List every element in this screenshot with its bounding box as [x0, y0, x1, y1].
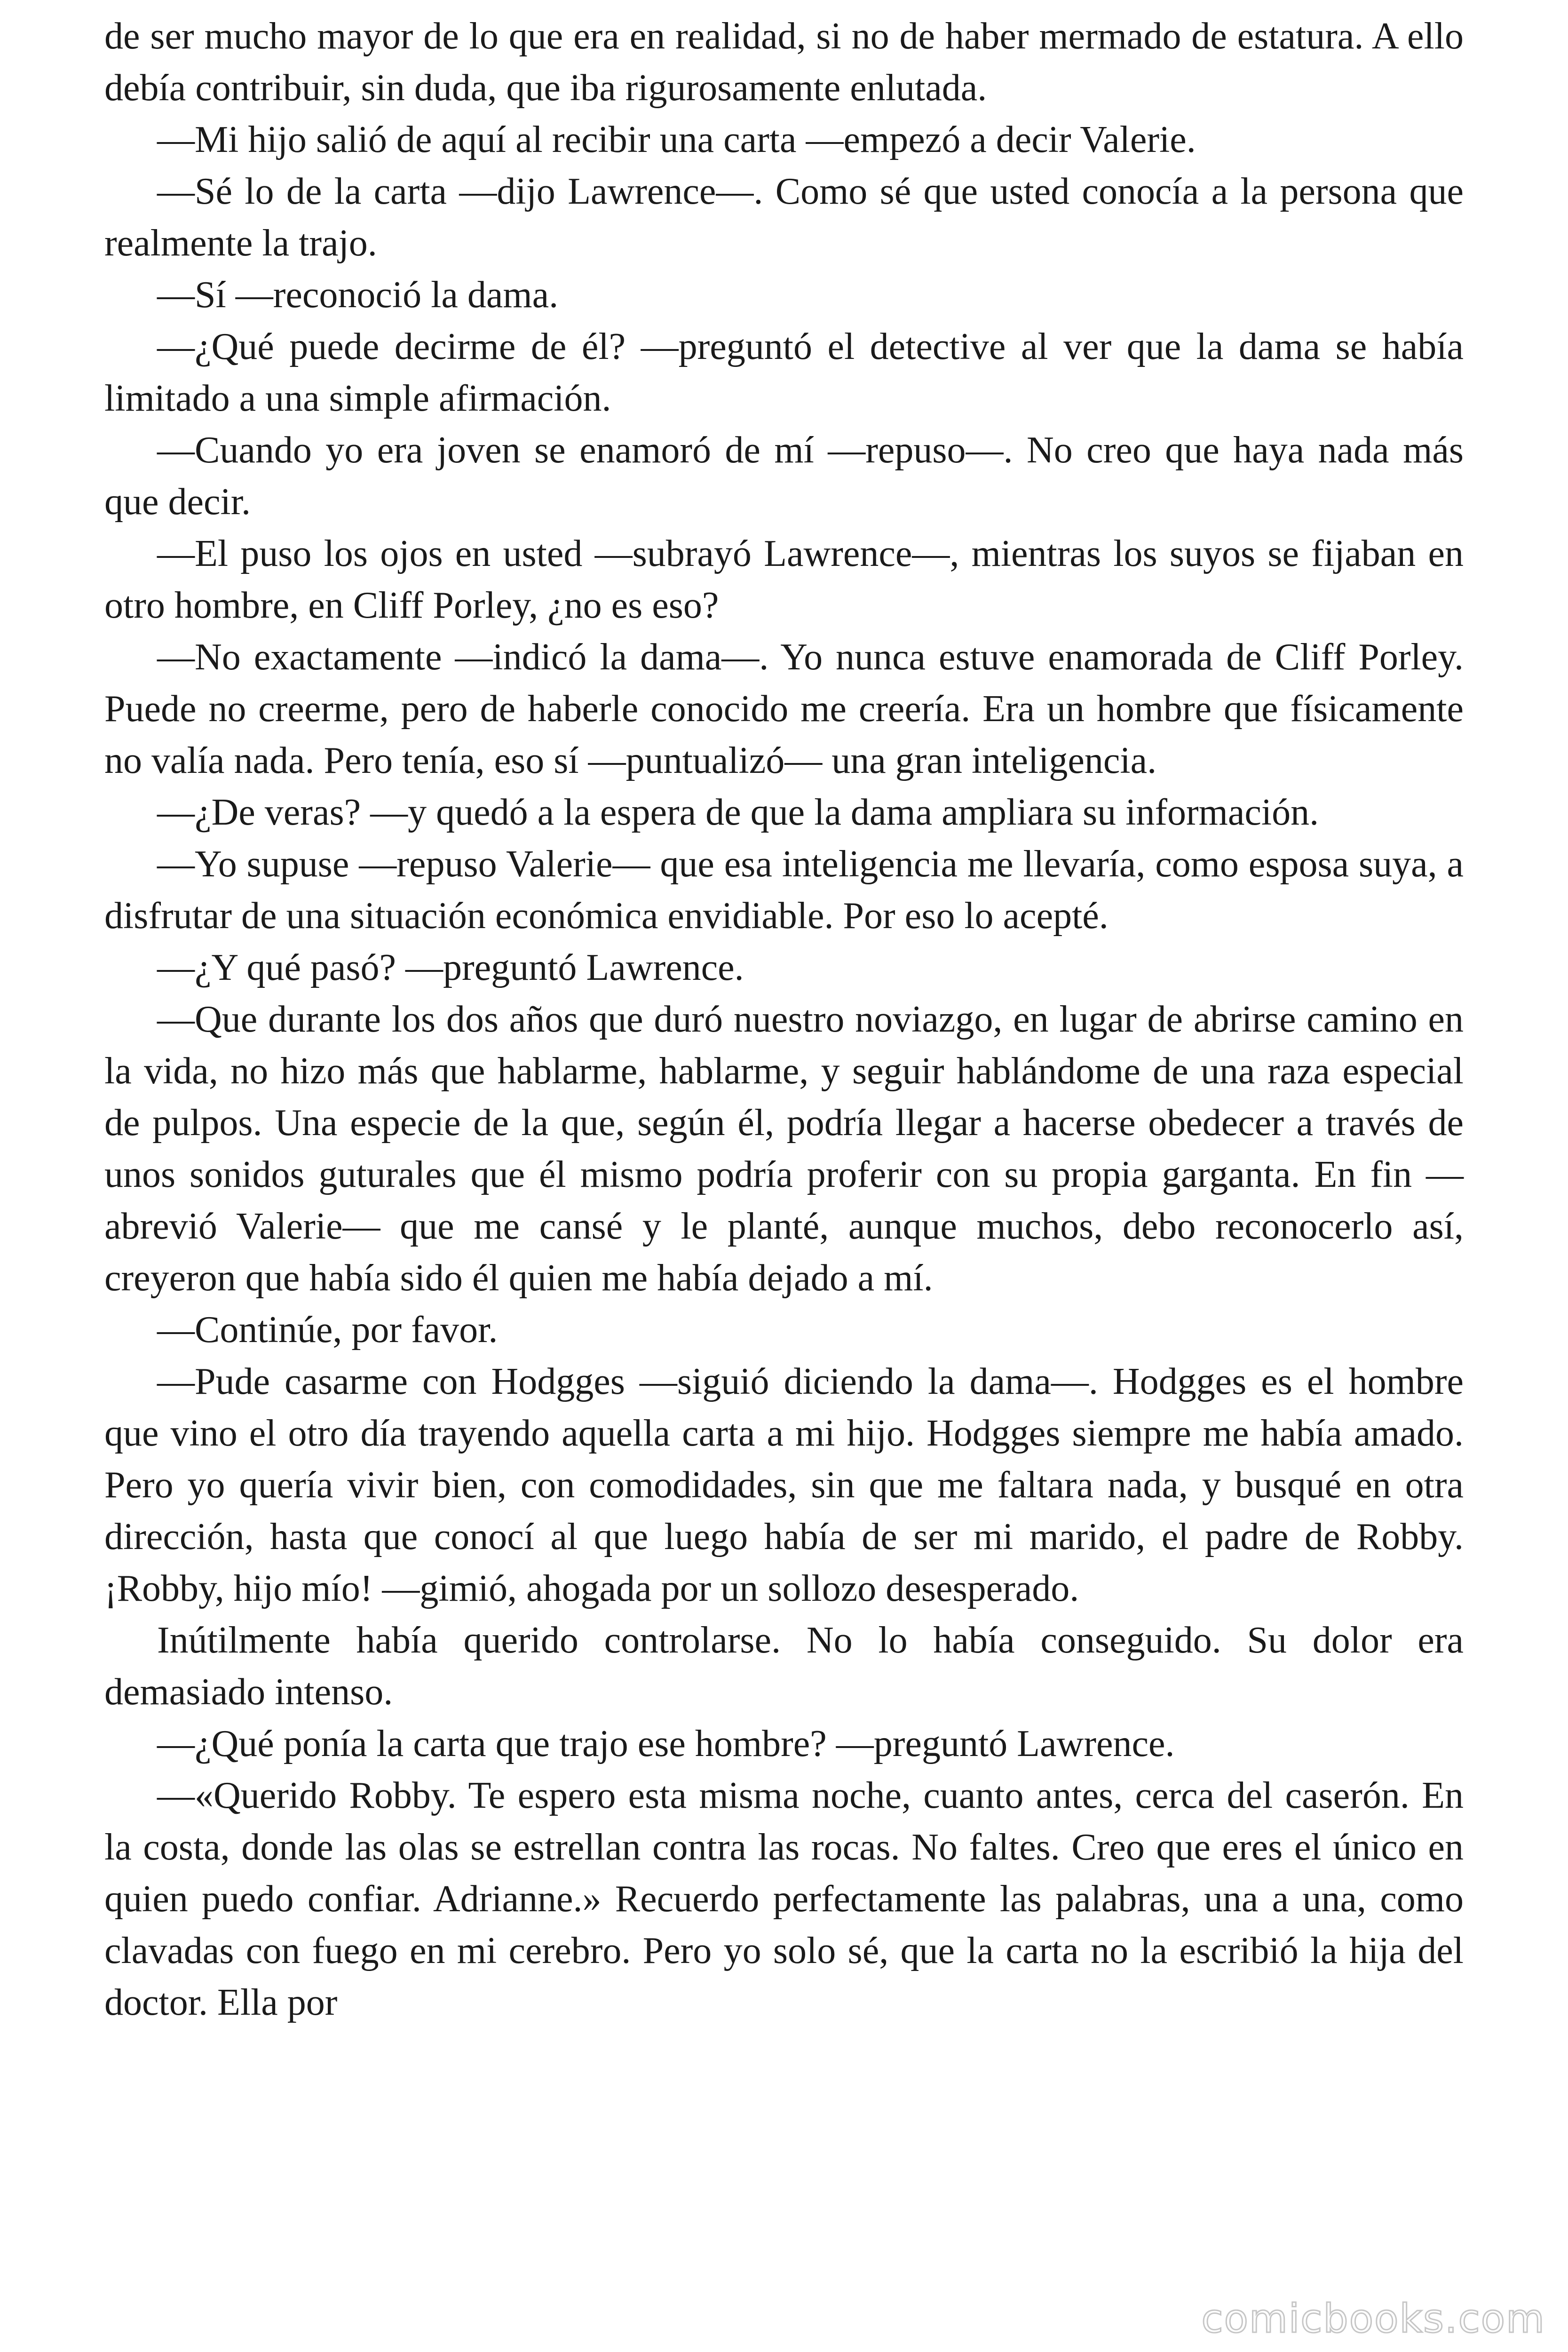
paragraph: —«Querido Robby. Te espero esta misma noche, cuanto antes, cerca del caserón. En la costa, donde las olas se estrellan contra las rocas. No faltes. Creo que eres el único en quien puedo confiar. Adrianne.» Recuerdo perfectamente las palabras, una a una, como clavadas con fuego en mi cerebro. Pero yo solo sé, que la carta no la escribió la hija del doctor. Ella por	[104, 1775, 1464, 2023]
paragraph: —Continúe, por favor.	[157, 1309, 498, 1351]
paragraph: —Sé lo de la carta —dijo Lawrence—. Como sé que usted conocía a la persona que realmente la trajo.	[104, 171, 1464, 264]
paragraph: —Que durante los dos años que duró nuestro noviazgo, en lugar de abrirse camino en la vida, no hizo más que hablarme, hablarme, y seguir hablándome de una raza especial de pulpos. Una especie de la que, según él, podría llegar a hacerse obedecer a través de unos sonidos guturales que él mismo podría proferir con su propia garganta. En fin —abrevió Valerie— que me cansé y le planté, aunque muchos, debo reconocerlo así, creyeron que había sido él quien me había dejado a mí.	[104, 999, 1464, 1299]
watermark: comicbooks.com	[1201, 2296, 1545, 2342]
paragraph: —Sí —reconoció la dama.	[157, 274, 559, 316]
paragraph: —¿Qué ponía la carta que trajo ese hombre? —preguntó Lawrence.	[157, 1723, 1175, 1764]
paragraph: —¿Qué puede decirme de él? —preguntó el detective al ver que la dama se había limitado a una simple afirmación.	[104, 326, 1464, 419]
paragraph: Inútilmente había querido controlarse. No lo había conseguido. Su dolor era demasiado intenso.	[104, 1620, 1464, 1713]
paragraph: —Yo supuse —repuso Valerie— que esa inteligencia me llevaría, como esposa suya, a disfrutar de una situación económica envidiable. Por eso lo acepté.	[104, 843, 1464, 937]
page-text	[104, 10, 1464, 2028]
paragraph: —¿Y qué pasó? —preguntó Lawrence.	[157, 947, 744, 988]
paragraph: —¿De veras? —y quedó a la espera de que la dama ampliara su información.	[157, 792, 1319, 833]
paragraph: —Cuando yo era joven se enamoró de mí —repuso—. No creo que haya nada más que decir.	[104, 429, 1464, 523]
paragraph: —Mi hijo salió de aquí al recibir una carta —empezó a decir Valerie.	[157, 119, 1196, 160]
paragraph: —El puso los ojos en usted —subrayó Lawrence—, mientras los suyos se fijaban en otro hombre, en Cliff Porley, ¿no es eso?	[104, 533, 1464, 626]
paragraph: —No exactamente —indicó la dama—. Yo nunca estuve enamorada de Cliff Porley. Puede no creerme, pero de haberle conocido me creería. Era un hombre que físicamente no valía nada. Pero tenía, eso sí —puntualizó— una gran inteligencia.	[104, 636, 1464, 781]
paragraph: —Pude casarme con Hodgges —siguió diciendo la dama—. Hodgges es el hombre que vino el otro día trayendo aquella carta a mi hijo. Hodgges siempre me había amado. Pero yo quería vivir bien, con comodidades, sin que me faltara nada, y busqué en otra dirección, hasta que conocí al que luego había de ser mi marido, el padre de Robby. ¡Robby, hijo mío! —gimió, ahogada por un sollozo desesperado.	[104, 1361, 1464, 1609]
paragraph: de ser mucho mayor de lo que era en realidad, si no de haber mermado de estatura. A ello debía contribuir, sin duda, que iba rigurosamente enlutada.	[104, 16, 1464, 109]
